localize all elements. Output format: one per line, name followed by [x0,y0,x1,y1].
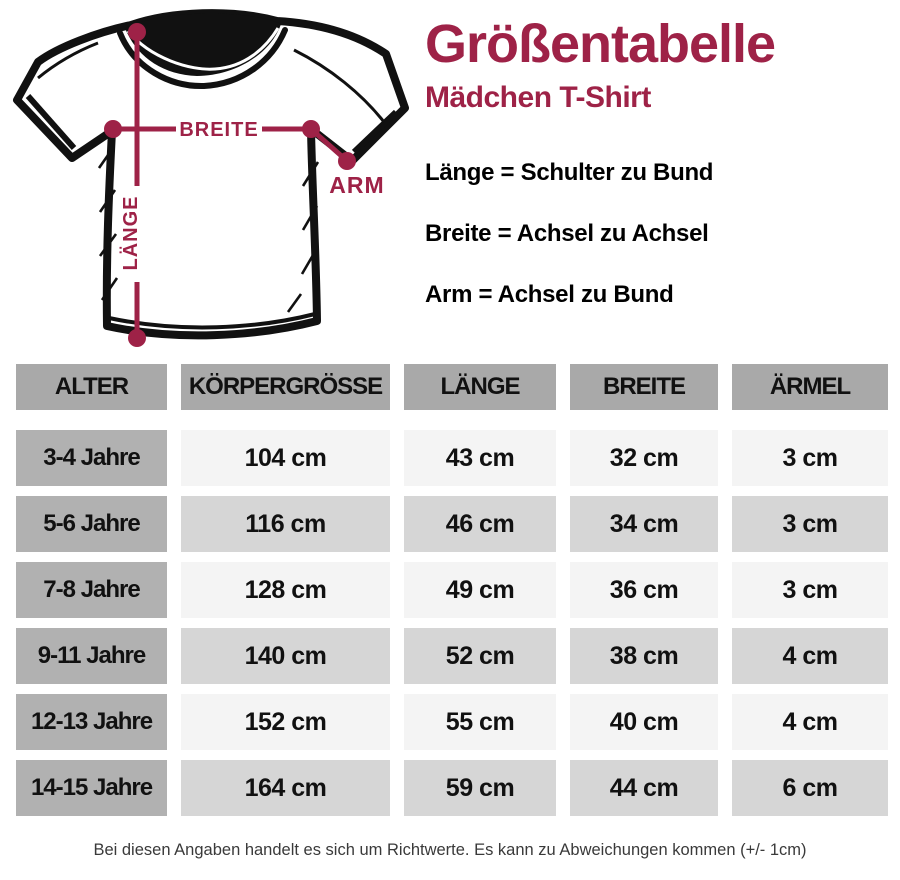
column-header-0: ALTER [16,364,167,410]
size-table [16,364,890,816]
value-cell: 164 cm [181,760,390,816]
heading-section [425,14,895,344]
age-cell: 9-11 Jahre [16,628,167,684]
value-cell: 59 cm [404,760,556,816]
value-cell: 128 cm [181,562,390,618]
value-cell: 55 cm [404,694,556,750]
age-cell: 14-15 Jahre [16,760,167,816]
age-cell: 12-13 Jahre [16,694,167,750]
value-cell: 52 cm [404,628,556,684]
value-cell: 38 cm [570,628,718,684]
arm-label: ARM [329,172,385,198]
column-header-1: KÖRPERGRÖSSE [181,364,390,410]
value-cell: 6 cm [732,760,888,816]
age-cell: 7-8 Jahre [16,562,167,618]
breite-label: BREITE [179,119,259,141]
value-cell: 116 cm [181,496,390,552]
value-cell: 152 cm [181,694,390,750]
column-header-2: LÄNGE [404,364,556,410]
value-cell: 44 cm [570,760,718,816]
value-cell: 43 cm [404,430,556,486]
tshirt-icon [0,0,420,355]
value-cell: 140 cm [181,628,390,684]
age-cell: 5-6 Jahre [16,496,167,552]
value-cell: 3 cm [732,562,888,618]
value-cell: 3 cm [732,496,888,552]
disclaimer-note: Bei diesen Angaben handelt es sich um Richtwerte. Es kann zu Abweichungen kommen (+/- 1cm) [93,841,807,859]
page-title: Größentabelle [425,14,776,74]
age-cell: 3-4 Jahre [16,430,167,486]
value-cell: 104 cm [181,430,390,486]
value-cell: 4 cm [732,694,888,750]
legend-item-laenge: Länge = Schulter zu Bund [425,159,714,187]
measurement-legend [425,161,895,307]
value-cell: 36 cm [570,562,718,618]
legend-item-arm: Arm = Achsel zu Bund [425,281,674,309]
tshirt-measurement-diagram [0,0,420,355]
value-cell: 4 cm [732,628,888,684]
column-header-3: BREITE [570,364,718,410]
value-cell: 46 cm [404,496,556,552]
value-cell: 32 cm [570,430,718,486]
value-cell: 40 cm [570,694,718,750]
legend-item-breite: Breite = Achsel zu Achsel [425,220,709,248]
laenge-label: LÄNGE [120,195,142,271]
value-cell: 34 cm [570,496,718,552]
value-cell: 49 cm [404,562,556,618]
page-subtitle: Mädchen T-Shirt [425,81,651,115]
value-cell: 3 cm [732,430,888,486]
column-header-4: ÄRMEL [732,364,888,410]
